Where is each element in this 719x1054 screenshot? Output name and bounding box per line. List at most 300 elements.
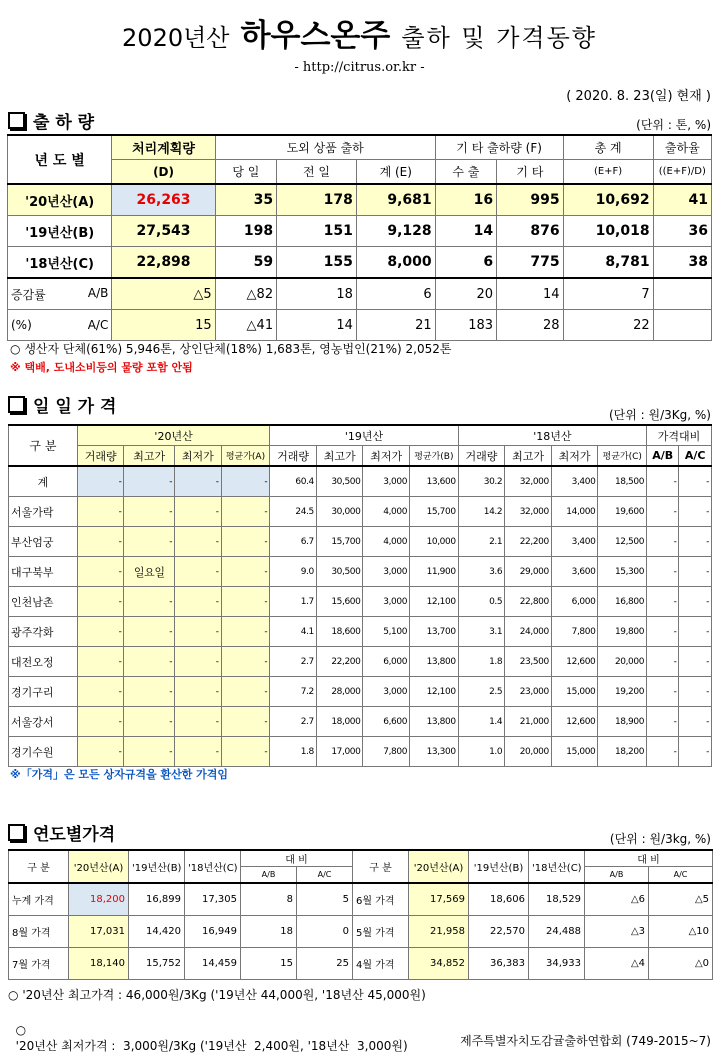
cell: -: [124, 497, 175, 527]
cell: 3,600: [551, 557, 598, 587]
shipment-note-excluded: ※ 택배, 도내소비등의 물량 포함 안됨: [10, 361, 193, 374]
daily-note: ※「가격」은 모든 상자규격을 환산한 가격임: [10, 768, 229, 781]
page-header: [0, 10, 719, 55]
cell: 1.8: [270, 737, 317, 767]
cell: 3,000: [363, 587, 410, 617]
table-row: [9, 737, 712, 767]
cell: 14,420: [129, 916, 185, 948]
row-label: '18년산(C): [8, 247, 112, 279]
cell: 9.0: [270, 557, 317, 587]
cell: 36,383: [469, 948, 529, 980]
cell: △5: [112, 278, 215, 310]
cell: -: [679, 497, 712, 527]
yearly-table-body: [9, 883, 713, 980]
market-name: 인천남촌: [9, 587, 78, 617]
report-date: ( 2020. 8. 23(일) 현재 ): [566, 89, 711, 104]
cell: 7: [563, 278, 653, 310]
period-name: 누계 가격: [9, 883, 69, 916]
cell: 9,681: [356, 184, 435, 216]
cell: 15,000: [551, 677, 598, 707]
table-row: [9, 677, 712, 707]
table-row: [8, 184, 712, 216]
cell: -: [175, 466, 222, 497]
header-year: 2020년산: [122, 24, 230, 52]
cell: 22,200: [316, 647, 363, 677]
cell: 876: [497, 216, 564, 247]
cell: -: [679, 737, 712, 767]
cell: 41: [653, 184, 711, 216]
table-row: [9, 466, 712, 497]
market-name: 경기구리: [9, 677, 78, 707]
th-avg-b: 평균가(B): [410, 446, 459, 467]
yearly-title: 연도별가격: [33, 825, 116, 845]
cell: -: [221, 527, 270, 557]
table-row: [8, 216, 712, 247]
cell: 15: [112, 310, 215, 341]
table-row: [9, 707, 712, 737]
market-name: 광주각화: [9, 617, 78, 647]
period-name: 7월 가격: [9, 948, 69, 980]
th-c: '18년산(C): [185, 850, 241, 883]
th-other: 기 타 출하량 (F): [435, 135, 563, 160]
th-hi: 최고가: [505, 446, 552, 467]
cell: 18,600: [316, 617, 363, 647]
cell: -: [221, 707, 270, 737]
cell: -: [124, 587, 175, 617]
cell: 10,692: [563, 184, 653, 216]
th-ab: A/B: [647, 446, 679, 467]
market-name: 대구북부: [9, 557, 78, 587]
th-grand: 총 계: [563, 135, 653, 160]
cell: 29,000: [505, 557, 552, 587]
cell: △5: [649, 883, 713, 916]
cell: -: [175, 707, 222, 737]
table-row: [8, 310, 712, 341]
cell: 30,500: [316, 466, 363, 497]
cell: -: [221, 647, 270, 677]
cell: 32,000: [505, 497, 552, 527]
cell: 34,933: [529, 948, 585, 980]
cell: 18,529: [529, 883, 585, 916]
period-name: 8월 가격: [9, 916, 69, 948]
cell: 15,300: [598, 557, 647, 587]
cell: 18,500: [598, 466, 647, 497]
checkbox-square-icon: [8, 112, 25, 129]
yearly-price-table: [8, 849, 713, 980]
cell: -: [124, 707, 175, 737]
th-ac: A/C: [679, 446, 712, 467]
cell: 6,000: [551, 587, 598, 617]
cell: 18,200: [598, 737, 647, 767]
cell: 36: [653, 216, 711, 247]
th-etc: 기 타: [497, 160, 564, 185]
cell: -: [77, 557, 124, 587]
cell: -: [679, 617, 712, 647]
th-ab: A/B: [585, 867, 649, 884]
cell: 27,543: [112, 216, 215, 247]
cell: -: [77, 707, 124, 737]
cell: -: [124, 617, 175, 647]
cell: 6: [435, 247, 496, 279]
cell: 4,000: [363, 497, 410, 527]
cell: [653, 310, 711, 341]
cell: -: [77, 587, 124, 617]
cell: 5,100: [363, 617, 410, 647]
shipment-title: 출 하 량: [33, 113, 95, 133]
cell: 7,800: [551, 617, 598, 647]
th-vol: 거래량: [77, 446, 124, 467]
cell: 15,000: [551, 737, 598, 767]
cell: 30,500: [316, 557, 363, 587]
cell: 38: [653, 247, 711, 279]
cell: -: [221, 617, 270, 647]
change-label: [8, 278, 112, 310]
cell: 15,700: [316, 527, 363, 557]
cell: 18,000: [316, 707, 363, 737]
table-row: [9, 948, 713, 980]
cell: △41: [215, 310, 276, 341]
cell: 2.7: [270, 707, 317, 737]
cell: 1.4: [458, 707, 505, 737]
cell: 14: [435, 216, 496, 247]
cell: -: [175, 587, 222, 617]
shipment-section-title: [8, 108, 94, 133]
cell: 14.2: [458, 497, 505, 527]
cell: 12,100: [410, 677, 459, 707]
cell: 20,000: [598, 647, 647, 677]
th-prev: 전 일: [277, 160, 357, 185]
table-row: [9, 587, 712, 617]
th-outside: 도외 상품 출하: [215, 135, 435, 160]
cell: 59: [215, 247, 276, 279]
cell: 8,000: [356, 247, 435, 279]
cell: -: [124, 466, 175, 497]
market-name: 부산엄궁: [9, 527, 78, 557]
cell: 19,800: [598, 617, 647, 647]
change-label: [8, 310, 112, 341]
cell: 6.7: [270, 527, 317, 557]
cell: [653, 278, 711, 310]
th-today: 당 일: [215, 160, 276, 185]
th-vol: 거래량: [458, 446, 505, 467]
shipment-note1: 생산자 단체(61%) 5,946톤, 상인단체(18%) 1,683톤, 영농법인(21%) 2,052톤: [24, 342, 452, 356]
row-label: '19년산(B): [8, 216, 112, 247]
cell: 6,600: [363, 707, 410, 737]
period-name: 5월 가격: [353, 916, 409, 948]
cell: 60.4: [270, 466, 317, 497]
cell: -: [679, 527, 712, 557]
cell: 일요일: [124, 557, 175, 587]
cell: 25: [297, 948, 353, 980]
cell: 3.6: [458, 557, 505, 587]
cell: 14: [497, 278, 564, 310]
cell: 6: [356, 278, 435, 310]
cell: -: [221, 497, 270, 527]
cell: -: [679, 587, 712, 617]
cell: 13,700: [410, 617, 459, 647]
cell: -: [647, 587, 679, 617]
cell: 12,500: [598, 527, 647, 557]
cell: 3,400: [551, 527, 598, 557]
cell: 18: [241, 916, 297, 948]
cell: 15: [241, 948, 297, 980]
cell: 12,100: [410, 587, 459, 617]
th-cmp: 가격대비: [647, 425, 712, 446]
checkbox-square-icon: [8, 396, 25, 413]
cell: -: [221, 557, 270, 587]
cell: 21,000: [505, 707, 552, 737]
cell: 11,900: [410, 557, 459, 587]
th-gubun: 구 분: [9, 425, 78, 466]
cell: 8: [241, 883, 297, 916]
cell: 151: [277, 216, 357, 247]
cell: 10,000: [410, 527, 459, 557]
cell: 178: [277, 184, 357, 216]
cell: 0.5: [458, 587, 505, 617]
footer-org: 제주특별자치도감귤출하연합회 (749-2015~7): [460, 1034, 711, 1048]
cell: -: [175, 647, 222, 677]
cell: 23,000: [505, 677, 552, 707]
th-ac: A/C: [297, 867, 353, 884]
cell: 15,752: [129, 948, 185, 980]
cell: 1.0: [458, 737, 505, 767]
cell: 13,300: [410, 737, 459, 767]
cell: 1.8: [458, 647, 505, 677]
yearly-note2: '20년산 최저가격 : 3,000원/3Kg ('19년산 2,400원, '18년산 3,000원): [15, 1039, 408, 1053]
th-a: '20년산(A): [69, 850, 129, 883]
cell: 4.1: [270, 617, 317, 647]
header-subtitle: 출하 및 가격동향: [401, 24, 597, 52]
cell: 3,000: [363, 466, 410, 497]
cell: -: [77, 527, 124, 557]
th-avg-a: 평균가(A): [221, 446, 270, 467]
cell: -: [77, 647, 124, 677]
cell: 3,000: [363, 677, 410, 707]
cell: 16,899: [129, 883, 185, 916]
checkbox-square-icon: [8, 824, 25, 841]
cell: -: [679, 707, 712, 737]
table-row: [9, 527, 712, 557]
cell: -: [647, 527, 679, 557]
cell: 30.2: [458, 466, 505, 497]
cell: 13,600: [410, 466, 459, 497]
cell: 17,031: [69, 916, 129, 948]
cell: 3,000: [363, 557, 410, 587]
cell: 34,852: [409, 948, 469, 980]
daily-unit: (단위 : 원/3Kg, %): [608, 408, 711, 422]
cell: -: [175, 677, 222, 707]
th-c: '18년산(C): [529, 850, 585, 883]
cell: 12,600: [551, 647, 598, 677]
cell: 7.2: [270, 677, 317, 707]
cell: 21: [356, 310, 435, 341]
ring-bullet-icon: ○: [10, 342, 21, 356]
yearly-note-min: [8, 1009, 408, 1054]
cell: 16,800: [598, 587, 647, 617]
cell: -: [124, 527, 175, 557]
cell: 22,898: [112, 247, 215, 279]
th-gubun: 구 분: [353, 850, 409, 883]
cell: 28,000: [316, 677, 363, 707]
th-ab: A/B: [241, 867, 297, 884]
cell: 24.5: [270, 497, 317, 527]
cell: 3,400: [551, 466, 598, 497]
market-name: 경기수원: [9, 737, 78, 767]
cell: 8,781: [563, 247, 653, 279]
cell: -: [647, 466, 679, 497]
change-code: A/C: [87, 318, 109, 332]
change-label-text: (%): [11, 318, 32, 332]
th-rate-code: ((E+F)/D): [653, 160, 711, 185]
cell: 22,570: [469, 916, 529, 948]
cell: 10,018: [563, 216, 653, 247]
table-row: [9, 617, 712, 647]
daily-section-title: [8, 392, 116, 417]
th-avg-c: 평균가(C): [598, 446, 647, 467]
cell: 15,700: [410, 497, 459, 527]
table-row: [9, 647, 712, 677]
cell: 6,000: [363, 647, 410, 677]
cell: 2.1: [458, 527, 505, 557]
cell: 18,140: [69, 948, 129, 980]
cell: -: [77, 617, 124, 647]
market-name: 대전오정: [9, 647, 78, 677]
cell: -: [221, 466, 270, 497]
table-row: [8, 247, 712, 279]
cell: 995: [497, 184, 564, 216]
cell: 17,569: [409, 883, 469, 916]
th-rate: 출하율: [653, 135, 711, 160]
cell: 7,800: [363, 737, 410, 767]
header-url[interactable]: - http://citrus.or.kr -: [294, 60, 425, 75]
cell: 14,000: [551, 497, 598, 527]
cell: -: [175, 527, 222, 557]
cell: -: [124, 647, 175, 677]
cell: 14,459: [185, 948, 241, 980]
cell: △6: [585, 883, 649, 916]
cell: -: [175, 557, 222, 587]
ring-bullet-icon: ○: [15, 1023, 27, 1037]
cell: -: [647, 737, 679, 767]
yearly-note1: '20년산 최고가격 : 46,000원/3Kg ('19년산 44,000원, '18년산 45,000원): [22, 988, 426, 1002]
th-vol: 거래량: [270, 446, 317, 467]
cell: -: [77, 497, 124, 527]
th-cmp: 대 비: [585, 850, 713, 867]
cell: △82: [215, 278, 276, 310]
change-label-text: 증감률: [11, 287, 46, 302]
cell: -: [175, 617, 222, 647]
period-name: 4월 가격: [353, 948, 409, 980]
th-y18: '18년산: [458, 425, 646, 446]
cell: 19,200: [598, 677, 647, 707]
cell: 16: [435, 184, 496, 216]
cell: 5: [297, 883, 353, 916]
th-lo: 최저가: [363, 446, 410, 467]
cell: 0: [297, 916, 353, 948]
cell: 14: [277, 310, 357, 341]
th-y19: '19년산: [270, 425, 458, 446]
cell: -: [647, 497, 679, 527]
yearly-note-max: [8, 986, 426, 1003]
th-hi: 최고가: [124, 446, 175, 467]
th-lo: 최저가: [175, 446, 222, 467]
cell: -: [647, 557, 679, 587]
cell: 20,000: [505, 737, 552, 767]
cell: 3.1: [458, 617, 505, 647]
cell: -: [77, 677, 124, 707]
cell: 21,958: [409, 916, 469, 948]
cell: 17,000: [316, 737, 363, 767]
table-row: [9, 497, 712, 527]
th-year: 년 도 별: [8, 135, 112, 184]
th-b: '19년산(B): [129, 850, 185, 883]
cell: 13,800: [410, 647, 459, 677]
cell: 30,000: [316, 497, 363, 527]
cell: 32,000: [505, 466, 552, 497]
table-row: [9, 916, 713, 948]
yearly-unit: (단위 : 원/3kg, %): [609, 832, 711, 846]
cell: 15,600: [316, 587, 363, 617]
header-product: 하우스온주: [240, 18, 391, 54]
cell: 183: [435, 310, 496, 341]
cell: 22,800: [505, 587, 552, 617]
daily-table-body: [9, 466, 712, 767]
cell: 198: [215, 216, 276, 247]
cell: 2.5: [458, 677, 505, 707]
change-code: A/B: [87, 285, 109, 300]
cell: -: [124, 737, 175, 767]
cell: -: [124, 677, 175, 707]
market-name: 계: [9, 466, 78, 497]
th-y20: '20년산: [77, 425, 269, 446]
th-grand-code: (E+F): [563, 160, 653, 185]
cell: 9,128: [356, 216, 435, 247]
cell: 35: [215, 184, 276, 216]
cell: -: [221, 587, 270, 617]
cell: 20: [435, 278, 496, 310]
cell: 18,200: [69, 883, 129, 916]
shipment-unit: (단위 : 톤, %): [636, 118, 711, 132]
cell: 22: [563, 310, 653, 341]
th-lo: 최저가: [551, 446, 598, 467]
cell: -: [221, 737, 270, 767]
th-b: '19년산(B): [469, 850, 529, 883]
cell: 26,263: [112, 184, 215, 216]
shipment-table: [7, 134, 712, 341]
shipment-note-producers: [10, 340, 451, 357]
cell: 24,488: [529, 916, 585, 948]
th-plan: 처리계획량: [112, 135, 215, 160]
cell: 1.7: [270, 587, 317, 617]
cell: -: [77, 466, 124, 497]
cell: 16,949: [185, 916, 241, 948]
cell: 18,606: [469, 883, 529, 916]
th-plan-code: (D): [112, 160, 215, 185]
cell: -: [679, 647, 712, 677]
cell: -: [679, 557, 712, 587]
cell: 12,600: [551, 707, 598, 737]
table-row: [8, 278, 712, 310]
cell: 22,200: [505, 527, 552, 557]
cell: △4: [585, 948, 649, 980]
cell: 18: [277, 278, 357, 310]
cell: -: [175, 737, 222, 767]
cell: △3: [585, 916, 649, 948]
row-label: '20년산(A): [8, 184, 112, 216]
cell: -: [647, 617, 679, 647]
period-name: 6월 가격: [353, 883, 409, 916]
cell: 19,600: [598, 497, 647, 527]
